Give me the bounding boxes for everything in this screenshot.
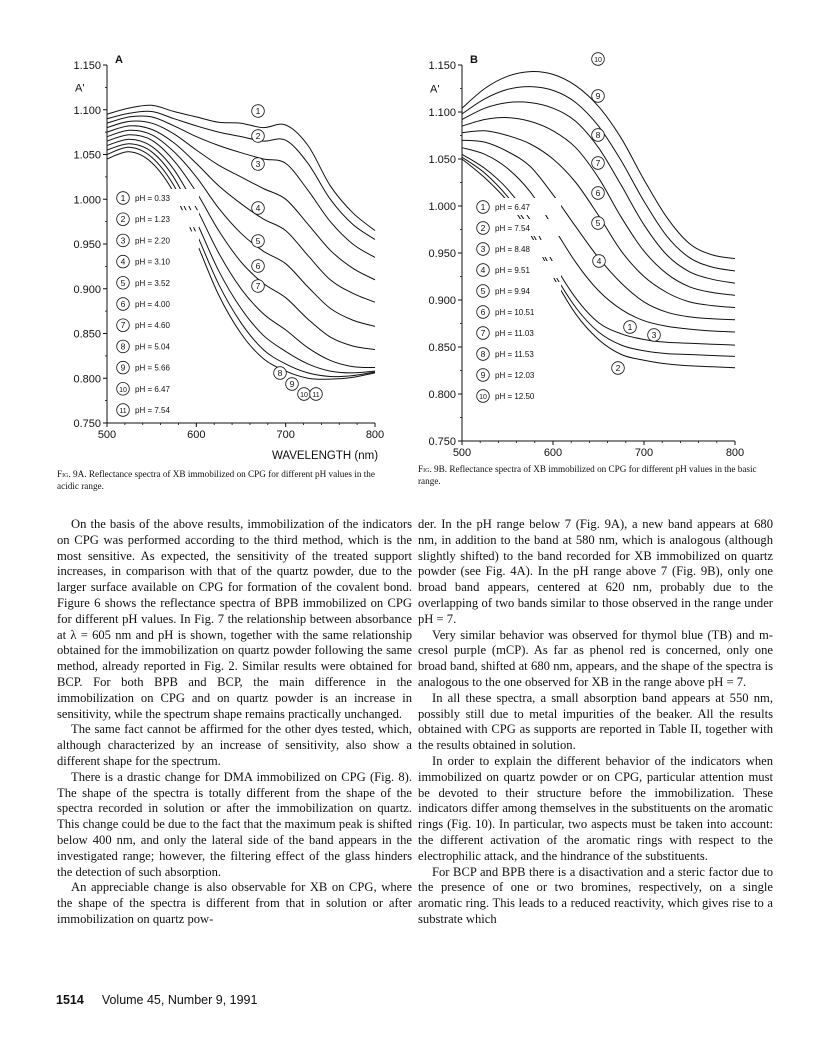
caption-label: Fig. 9A. [57,469,87,479]
y-tick-label: 1.050 [73,149,101,162]
curve-number: 4 [596,256,602,266]
paragraph: Very similar behavior was observed for thymol blue (TB) and m-cresol purple (mCP). As far as phenol red is concerned, only one broad band, shifted at 680 nm, appears, and the shape of the spectra is analogous to the one observed for XB in the range above pH = 7. [418,627,773,689]
legend-label: pH = 11.03 [495,329,534,338]
curve-number: 10 [300,392,308,399]
curve-number: 8 [595,130,601,140]
curve-number: 5 [595,218,601,228]
y-tick-label: 1.150 [73,60,101,72]
legend-label: pH = 11.53 [495,350,534,359]
legend-label: pH = 10.51 [495,308,535,317]
x-tick-label: 500 [97,429,117,441]
curve-number: 7 [255,281,261,291]
legend-number: 4 [480,265,486,275]
curve-number: 11 [312,392,320,399]
curve-number: 2 [615,363,621,373]
paragraph: On the basis of the above results, immobilization of the indicators on CPG was performed according to the third method, which is the most sensitive. As expected, the sensitivity of the treated support increases, in comparison with that of the quartz powder, due to the larger surface available on CPG for formation of the covalent bond. Figure 6 shows the reflectance spectra of BPB immobilized on CPG for different pH values. In Fig. 7 the relationship between absorbance at λ = 605 nm and pH is shown, together with the same relationship obtained for the immobilization on quartz powder following the same method, already reported in Fig. 2. Similar results were obtained for BCP. For both BPB and BCP, the main difference in the immobilization on CPG and on quartz powder is an increase in sensitivity, while the spectrum shape remains practically unchanged. [57,517,412,721]
legend-label: pH = 6.47 [495,203,530,212]
curve-number: 4 [255,203,261,213]
caption-text: Reflectance spectra of XB immobilized on CPG for different pH values in the acidic range. [57,469,375,491]
legend-number: 9 [480,370,486,380]
legend-label: pH = 3.10 [135,257,170,267]
x-tick-label: 800 [725,447,745,459]
legend-number: 1 [480,202,486,212]
legend-number: 5 [480,286,486,296]
y-unit-label: A' [430,83,440,96]
y-tick-label: 1.100 [428,107,456,119]
right-column [418,517,773,928]
y-tick-label: 0.950 [428,248,456,260]
curve-number: 6 [595,188,601,198]
legend-number: 3 [120,235,126,246]
legend-number: 1 [120,193,126,203]
legend-label: pH = 8.48 [495,245,530,254]
left-column [57,517,412,928]
legend-number: 8 [480,349,486,359]
legend-label: pH = 2.20 [135,236,170,246]
y-tick-label: 0.850 [428,342,456,354]
x-tick-label: 600 [187,429,206,441]
legend-label: pH = 9.94 [495,287,530,296]
legend-label: pH = 12.03 [495,371,535,380]
y-tick-label: 1.050 [428,154,456,166]
legend-number: 10 [479,394,487,401]
x-tick-label: 800 [365,429,385,441]
caption-text: Reflectance spectra of XB immobilized on CPG for different pH values in the basic range. [418,464,757,486]
legend-label: pH = 3.52 [135,278,170,288]
legend-number: 2 [120,214,126,225]
y-tick-label: 0.750 [73,418,101,430]
journal-info: Volume 45, Number 9, 1991 [101,993,258,1007]
paragraph: der. In the pH range below 7 (Fig. 9A), a new band appears at 680 nm, in addition to the band at 580 nm, which is analogous (although slightly shifted) to the band recorded for XB immobilized on quartz powder (see Fig. 4A). In the pH range above 7 (Fig. 9B), only one broad band appears, centered at 620 nm, probably due to the overlapping of two bands similar to those observed in the range under pH = 7. [418,517,773,626]
y-tick-label: 1.100 [73,104,101,117]
figure-9a-caption [57,469,397,492]
legend-label: pH = 6.47 [135,384,170,394]
paragraph: There is a drastic change for DMA immobilized on CPG (Fig. 8). The shape of the spectra is totally different from the shape of the spectra recorded in solution or after the immobilization on quartz. This change could be due to the fact that the maximum peak is shifted below 400 nm, and only the lateral side of the band appears in the investigated range; however, the filtering effect of the glass hinders the detection of such absorption. [57,769,412,879]
legend-number: 6 [120,299,126,309]
figure-9b-caption [418,464,763,487]
panel-label: A [115,54,123,66]
curve-number: 9 [289,379,295,389]
y-tick-label: 0.800 [428,389,456,401]
legend-number: 10 [119,386,127,394]
paragraph: In all these spectra, a small absorption band appears at 550 nm, possibly still due to metal impurities of the beaker. All the results obtained with CPG as supports are reported in Table II, together with the results obtained in solution. [418,690,773,753]
paragraph: For BCP and BPB there is a disactivation and a steric factor due to the presence of one or two bromines, respectively, on a single aromatic ring. This leads to a reduced reactivity, which gives rise to a substrate which [418,864,773,926]
legend-number: 6 [480,307,486,317]
curve-number: 1 [255,106,261,116]
y-tick-label: 0.900 [428,295,456,307]
curve-number: 5 [255,236,261,246]
y-tick-label: 1.150 [428,60,456,72]
page-number: 1514 [56,993,84,1007]
legend-label: pH = 7.54 [135,406,170,415]
legend-number: 2 [480,223,486,233]
legend-label: pH = 5.04 [135,342,170,352]
legend-label: pH = 9.51 [495,266,530,275]
legend-number: 11 [119,408,127,415]
curve-number: 2 [255,131,261,141]
figure-9b-chart [400,45,770,465]
y-unit-label: A' [75,82,85,95]
legend-number: 8 [120,341,126,352]
curve-number: 3 [255,159,261,169]
figure-9a-chart [40,45,395,465]
curve-number: 1 [627,322,633,332]
legend-label: pH = 4.60 [135,321,170,331]
y-tick-label: 1.000 [428,201,456,213]
panel-label: B [470,54,478,66]
legend-label: pH = 12.50 [495,392,535,401]
y-tick-label: 0.800 [73,373,101,386]
legend-label: pH = 4.00 [135,300,170,309]
paragraph: In order to explain the different behavior of the indicators when immobilized on quartz powder or on CPG, particular attention must be devoted to their structure before the immobilization. These indicators differ among themselves in the substituents on the aromatic rings (Fig. 10). In particular, two aspects must be taken into account: the different activation of the aromatic rings with respect to the electrophilic attack, and the hindrance of the substituents. [418,753,773,863]
curve-number: 3 [651,330,657,340]
y-tick-label: 0.750 [428,436,456,448]
curve-number: 10 [594,57,602,64]
y-tick-label: 0.950 [73,239,101,251]
x-axis-label: WAVELENGTH (nm) [271,450,379,462]
curve-number: 6 [255,261,261,271]
page-footer [56,993,257,1007]
curve-number: 9 [595,91,601,101]
legend-label: pH = 7.54 [495,224,530,233]
x-tick-label: 700 [276,429,295,441]
legend-label: pH = 0.33 [135,194,170,203]
legend-number: 7 [120,320,126,331]
legend-number: 9 [120,362,126,373]
y-tick-label: 0.850 [73,328,101,341]
y-tick-label: 0.900 [73,283,101,296]
paragraph: An appreciable change is also observable for XB on CPG, where the shape of the spectra is different from that in solution or after immobilization on quartz pow- [57,880,412,926]
paragraph: The same fact cannot be affirmed for the other dyes tested, which, although characterized by an increase of sensitivity, also show a different shape for the spectrum. [57,722,412,768]
legend-label: pH = 1.23 [135,215,170,225]
y-tick-label: 1.000 [73,194,101,207]
legend-number: 4 [120,256,126,267]
caption-label: Fig. 9B. [418,464,448,474]
x-tick-label: 600 [543,447,563,459]
legend-number: 3 [480,244,486,254]
x-tick-label: 700 [634,447,654,459]
legend-label: pH = 5.66 [135,363,170,373]
x-tick-label: 500 [452,447,472,459]
legend-number: 5 [120,277,126,288]
legend-number: 7 [480,328,486,338]
curve-number: 8 [277,368,283,378]
curve-number: 7 [595,158,601,168]
